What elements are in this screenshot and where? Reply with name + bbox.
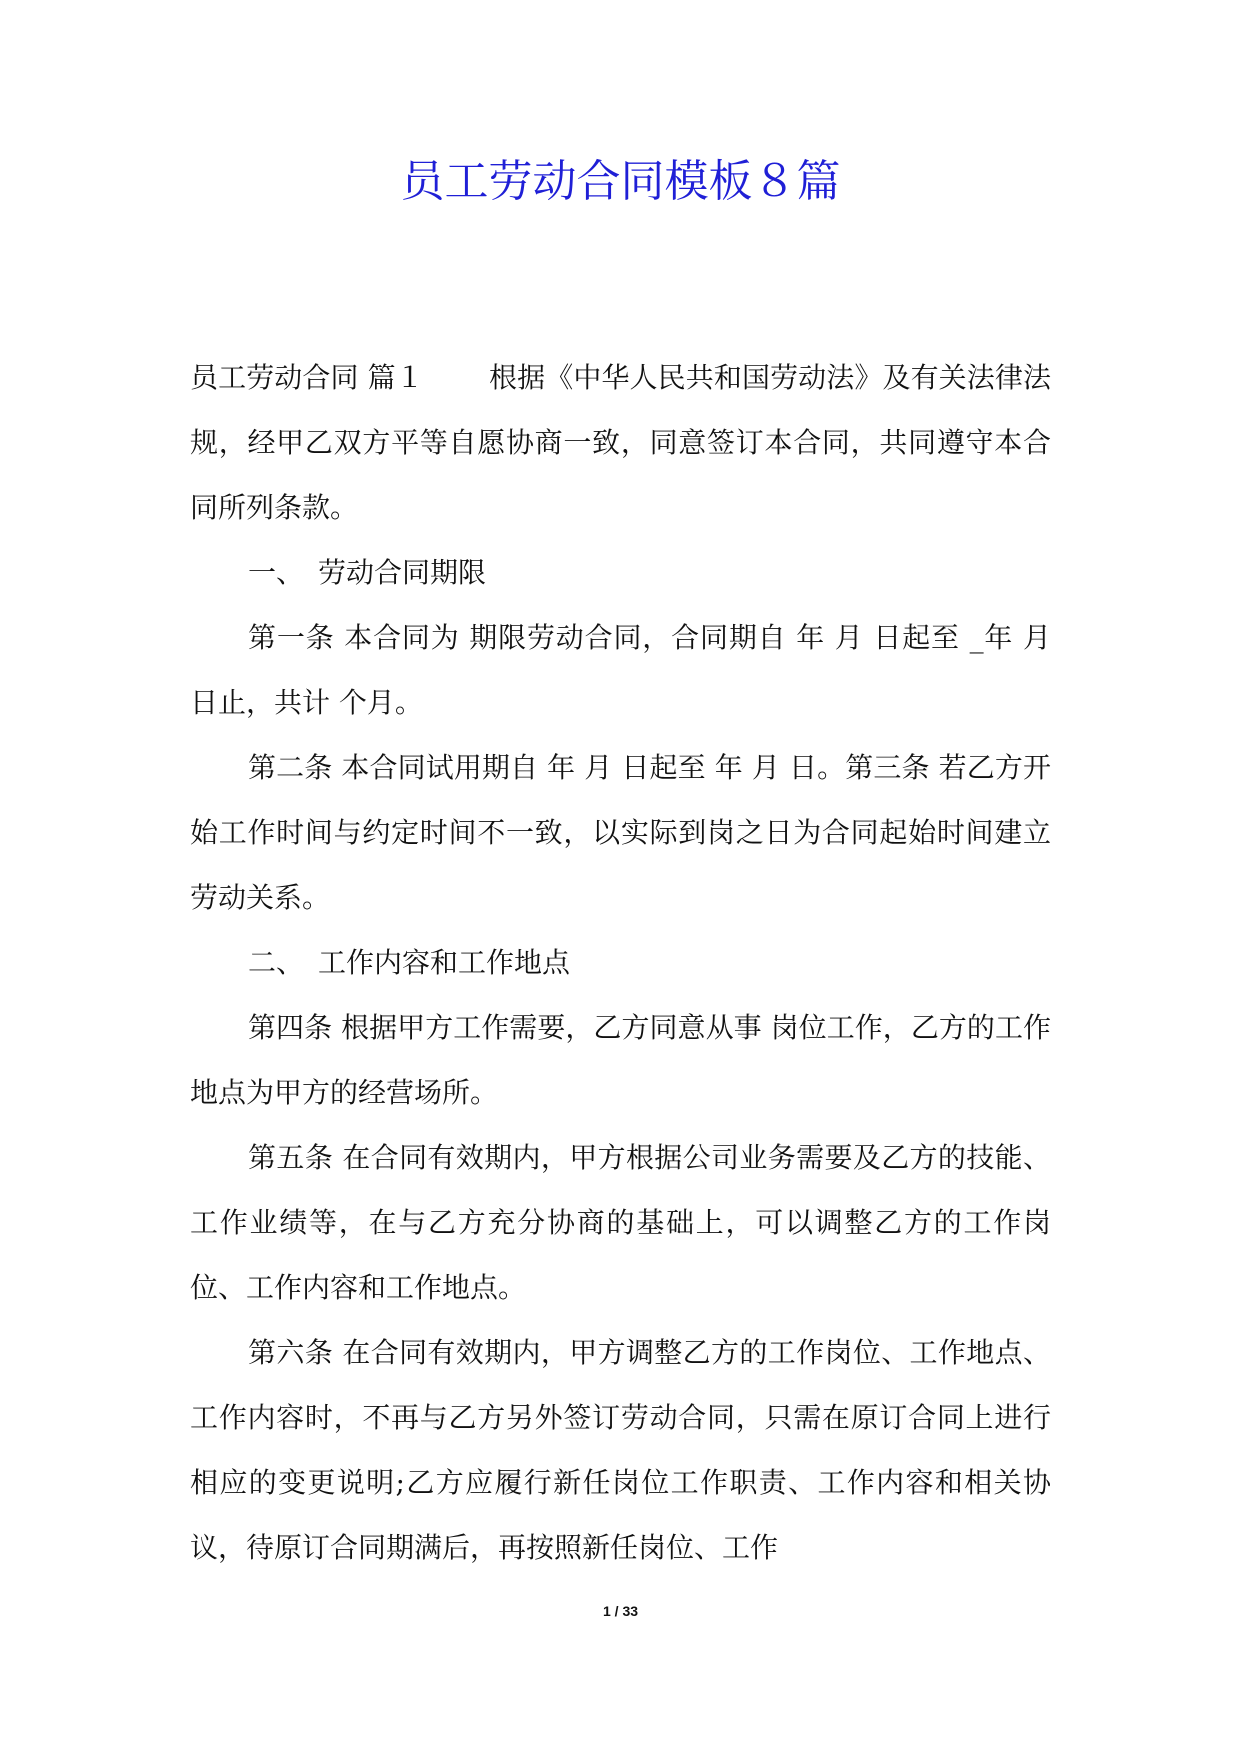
paragraph-1: 员工劳动合同 篇１ 根据《中华人民共和国劳动法》及有关法律法规，经甲乙双方平等自愿协商一致，同意签订本合同，共同遵守本合同所列条款。 bbox=[190, 361, 1051, 524]
document-body bbox=[190, 345, 1051, 1580]
paragraph-article-1: 第一条 本合同为 期限劳动合同，合同期自 年 月 日起至 _年 月 日止，共计 个月。 bbox=[190, 621, 1051, 719]
document-title: 员工劳动合同模板８篇 bbox=[400, 156, 841, 207]
paragraph-article-4: 第四条 根据甲方工作需要，乙方同意从事 岗位工作，乙方的工作地点为甲方的经营场所。 bbox=[190, 1011, 1051, 1109]
paragraph-article-5: 第五条 在合同有效期内，甲方根据公司业务需要及乙方的技能、工作业绩等，在与乙方充分协商的基础上，可以调整乙方的工作岗位、工作内容和工作地点。 bbox=[190, 1141, 1051, 1304]
section-heading-1: 一、 劳动合同期限 bbox=[248, 556, 487, 589]
paragraph-article-6: 第六条 在合同有效期内，甲方调整乙方的工作岗位、工作地点、工作内容时，不再与乙方另外签订劳动合同，只需在原订合同上进行相应的变更说明;乙方应履行新任岗位工作职责、工作内容和相关协议，待原订合同期满后，再按照新任岗位、工作 bbox=[190, 1336, 1051, 1564]
paragraph-article-2-3: 第二条 本合同试用期自 年 月 日起至 年 月 日。第三条 若乙方开始工作时间与约定时间不一致，以实际到岗之日为合同起始时间建立劳动关系。 bbox=[190, 751, 1051, 914]
section-heading-2: 二、 工作内容和工作地点 bbox=[248, 946, 571, 979]
page-number: 1 / 33 bbox=[602, 1603, 639, 1619]
